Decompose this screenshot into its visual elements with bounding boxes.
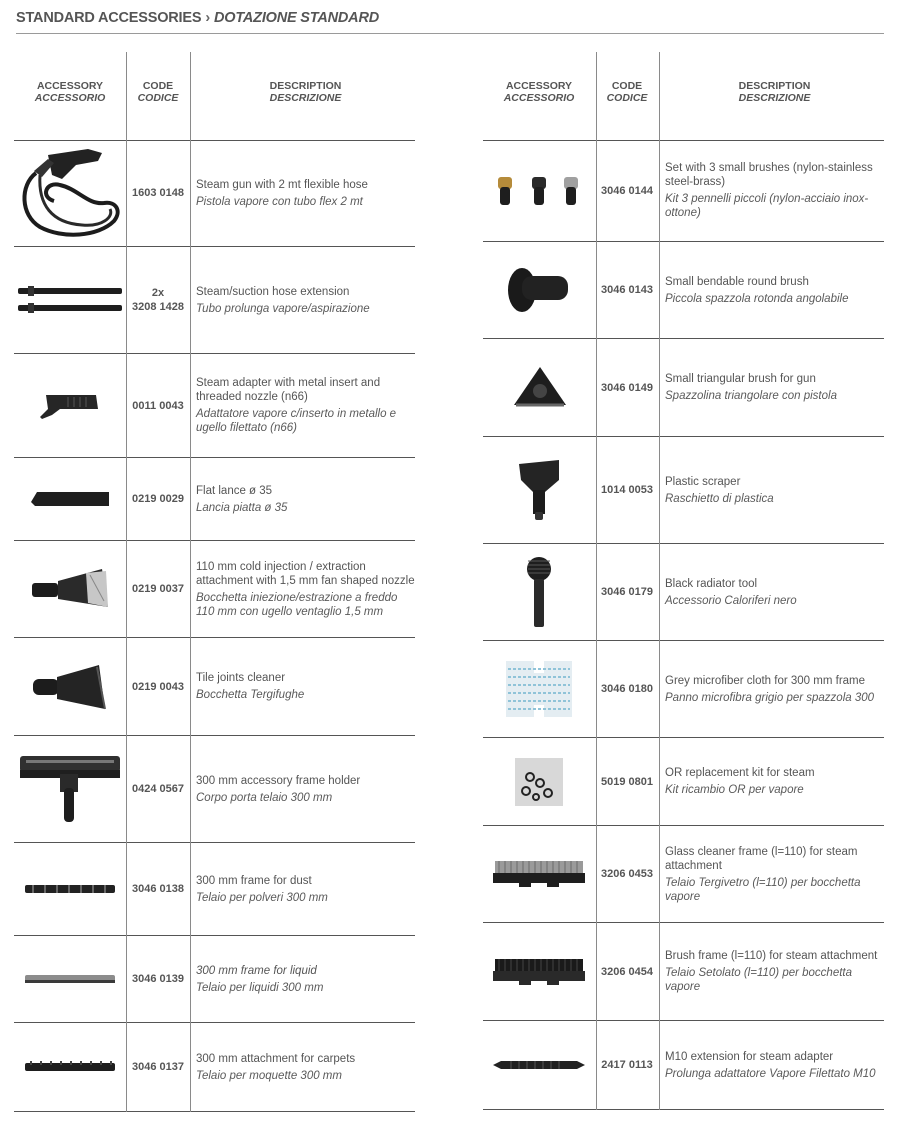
item-code: 0219 0029 bbox=[132, 493, 184, 505]
description-it: Kit ricambio OR per vapore bbox=[665, 784, 804, 796]
plastic-scraper-icon bbox=[483, 437, 595, 543]
table-row bbox=[483, 437, 884, 544]
item-code: 3206 0454 bbox=[601, 965, 653, 978]
injection-nozzle-icon bbox=[14, 541, 126, 637]
header-code bbox=[595, 80, 659, 104]
header-accessory bbox=[14, 80, 126, 104]
table-header bbox=[483, 52, 884, 141]
item-code: 0011 0043 bbox=[132, 399, 184, 412]
title-rule bbox=[16, 33, 884, 34]
table-row bbox=[483, 738, 884, 826]
column-divider bbox=[126, 52, 127, 1112]
table-row bbox=[483, 242, 884, 339]
description-it: Bocchetta iniezione/estrazione a freddo 110 mm con ugello ventaglio 1,5 mm bbox=[196, 591, 398, 618]
description-it: Telaio per polveri 300 mm bbox=[196, 891, 328, 904]
item-description bbox=[196, 354, 415, 457]
frame-holder-icon bbox=[14, 736, 126, 842]
round-brush-icon bbox=[483, 242, 595, 338]
triangular-brush-icon bbox=[483, 339, 595, 436]
description-en: Tile joints cleaner bbox=[196, 672, 286, 684]
description-en: Small bendable round brush bbox=[665, 275, 809, 288]
tile-joints-cleaner-icon bbox=[14, 638, 126, 735]
header-description-en: DESCRIPTION bbox=[269, 80, 342, 92]
item-description bbox=[665, 1021, 884, 1109]
table-row bbox=[14, 541, 415, 638]
description-it: Raschietto di plastica bbox=[665, 492, 774, 505]
table-row bbox=[14, 736, 415, 843]
item-description bbox=[196, 638, 415, 735]
left-accessories-table bbox=[14, 52, 415, 1112]
table-row bbox=[14, 1023, 415, 1112]
header-accessory-en: ACCESSORY bbox=[505, 80, 573, 92]
description-en: Steam adapter with metal insert and threaded nozzle (n66) bbox=[196, 377, 381, 403]
table-row bbox=[14, 354, 415, 458]
item-description bbox=[196, 1023, 415, 1111]
carpet-frame-icon bbox=[14, 1023, 126, 1111]
item-code: 3046 0144 bbox=[601, 184, 653, 197]
table-row bbox=[483, 1021, 884, 1110]
item-description bbox=[665, 641, 884, 737]
header-description bbox=[665, 80, 884, 104]
description-it: Panno microfibra grigio per spazzola 300 bbox=[665, 691, 875, 704]
item-code: 2417 0113 bbox=[601, 1059, 653, 1071]
item-code: 5019 0801 bbox=[601, 775, 653, 788]
description-en: Black radiator tool bbox=[665, 577, 758, 590]
description-it: Telaio per liquidi 300 mm bbox=[196, 981, 324, 994]
header-accessory-it: ACCESSORIO bbox=[503, 92, 575, 104]
item-code: 0219 0037 bbox=[132, 583, 184, 595]
title-it: DOTAZIONE STANDARD bbox=[213, 10, 379, 26]
description-it: Adattatore vapore c/inserto in metallo e ugello filettato (n66) bbox=[196, 408, 397, 434]
item-description bbox=[196, 843, 415, 935]
item-code: 2x 3208 1428 bbox=[132, 287, 184, 313]
item-description bbox=[665, 339, 884, 436]
item-code: 1603 0148 bbox=[132, 187, 184, 199]
table-row bbox=[483, 544, 884, 641]
table-header bbox=[14, 52, 415, 141]
description-it: Prolunga adattatore Vapore Filettato M10 bbox=[665, 1067, 876, 1080]
description-it: Telaio Tergivetro (l=110) per bocchetta vapore bbox=[665, 876, 861, 903]
item-code: 3206 0453 bbox=[601, 868, 653, 880]
item-code: 0219 0043 bbox=[132, 680, 184, 693]
table-row bbox=[483, 641, 884, 738]
description-it: Telaio per moquette 300 mm bbox=[196, 1069, 342, 1082]
item-code: 0424 0567 bbox=[132, 783, 184, 795]
item-description bbox=[665, 544, 884, 640]
column-divider bbox=[190, 52, 191, 1112]
header-code-en: CODE bbox=[611, 80, 643, 92]
item-code: 3046 0180 bbox=[601, 683, 653, 695]
table-row bbox=[483, 140, 884, 242]
item-code: 3046 0149 bbox=[601, 381, 653, 394]
flat-lance-icon bbox=[14, 458, 126, 540]
header-accessory-en: ACCESSORY bbox=[36, 80, 104, 92]
header-description-en: DESCRIPTION bbox=[738, 80, 811, 92]
description-en: Glass cleaner frame (l=110) for steam attachment bbox=[665, 845, 858, 872]
item-description bbox=[196, 936, 415, 1022]
microfiber-cloth-icon bbox=[483, 641, 595, 737]
description-it: Spazzolina triangolare con pistola bbox=[665, 390, 837, 402]
header-description bbox=[196, 80, 415, 104]
table-row bbox=[483, 826, 884, 923]
description-en: Steam/suction hose extension bbox=[196, 285, 350, 298]
item-description bbox=[665, 826, 884, 922]
page-title bbox=[16, 10, 379, 26]
glass-cleaner-frame-icon bbox=[483, 826, 595, 922]
right-accessories-table bbox=[483, 52, 884, 1110]
description-en: Small triangular brush for gun bbox=[665, 373, 816, 385]
brush-frame-icon bbox=[483, 923, 595, 1020]
header-code-it: CODICE bbox=[137, 92, 179, 104]
item-description bbox=[196, 541, 415, 637]
item-description bbox=[665, 242, 884, 338]
description-it: Lancia piatta ø 35 bbox=[196, 501, 288, 514]
hose-extension-icon bbox=[14, 247, 126, 353]
item-description bbox=[665, 738, 884, 825]
header-code-it: CODICE bbox=[606, 92, 648, 104]
description-it: Bocchetta Tergifughe bbox=[196, 689, 305, 701]
description-it: Piccola spazzola rotonda angolabile bbox=[665, 292, 849, 305]
description-en: 300 mm attachment for carpets bbox=[196, 1052, 356, 1065]
description-en: M10 extension for steam adapter bbox=[665, 1050, 834, 1063]
table-row bbox=[14, 247, 415, 354]
item-description bbox=[196, 140, 415, 246]
item-description bbox=[665, 140, 884, 241]
column-divider bbox=[596, 52, 597, 1110]
description-it: Pistola vapore con tubo flex 2 mt bbox=[196, 195, 363, 208]
description-en: 110 mm cold injection / extraction attachment with 1,5 mm fan shaped nozzle bbox=[196, 560, 415, 587]
title-separator: › bbox=[205, 10, 210, 26]
description-en: Brush frame (l=110) for steam attachment bbox=[665, 950, 878, 962]
item-code: 3046 0179 bbox=[601, 586, 653, 598]
small-brushes-icon bbox=[483, 140, 595, 241]
description-it: Kit 3 pennelli piccoli (nylon-acciaio inox-ottone) bbox=[665, 193, 869, 219]
description-en: Plastic scraper bbox=[665, 475, 741, 488]
item-code: 3046 0137 bbox=[132, 1061, 184, 1073]
header-code bbox=[126, 80, 190, 104]
description-en: OR replacement kit for steam bbox=[665, 767, 815, 779]
header-description-it: DESCRIZIONE bbox=[738, 92, 811, 104]
table-row bbox=[14, 458, 415, 541]
header-code-en: CODE bbox=[142, 80, 174, 92]
description-en: Set with 3 small brushes (nylon-stainless steel-brass) bbox=[665, 162, 873, 188]
table-row bbox=[14, 843, 415, 936]
m10-extension-icon bbox=[483, 1021, 595, 1109]
steam-adapter-icon bbox=[14, 354, 126, 457]
steam-gun-hose-icon bbox=[14, 140, 126, 246]
radiator-tool-icon bbox=[483, 544, 595, 640]
item-code: 3046 0143 bbox=[601, 284, 653, 296]
item-description bbox=[196, 458, 415, 540]
header-accessory bbox=[483, 80, 595, 104]
column-divider bbox=[659, 52, 660, 1110]
description-en: Steam gun with 2 mt flexible hose bbox=[196, 178, 368, 191]
description-en: 300 mm frame for dust bbox=[196, 874, 312, 887]
description-en: 300 mm frame for liquid bbox=[196, 964, 317, 977]
description-it: Accessorio Caloriferi nero bbox=[665, 594, 797, 607]
table-row bbox=[14, 936, 415, 1023]
header-accessory-it: ACCESSORIO bbox=[34, 92, 106, 104]
or-kit-icon bbox=[483, 738, 595, 825]
table-row bbox=[14, 638, 415, 736]
item-description bbox=[196, 247, 415, 353]
item-code: 3046 0138 bbox=[132, 883, 184, 895]
item-code: 3046 0139 bbox=[132, 973, 184, 985]
item-description bbox=[665, 923, 884, 1020]
header-description-it: DESCRIZIONE bbox=[269, 92, 342, 104]
item-description bbox=[665, 437, 884, 543]
description-en: 300 mm accessory frame holder bbox=[196, 774, 361, 787]
item-description bbox=[196, 736, 415, 842]
table-row bbox=[483, 339, 884, 437]
table-row bbox=[14, 140, 415, 247]
liquid-frame-icon bbox=[14, 936, 126, 1022]
description-it: Telaio Setolato (l=110) per bocchetta vapore bbox=[665, 967, 852, 993]
title-en: STANDARD ACCESSORIES bbox=[16, 10, 202, 26]
table-row bbox=[483, 923, 884, 1021]
description-en: Grey microfiber cloth for 300 mm frame bbox=[665, 674, 866, 687]
description-it: Corpo porta telaio 300 mm bbox=[196, 791, 333, 804]
item-code: 1014 0053 bbox=[601, 484, 653, 496]
description-it: Tubo prolunga vapore/aspirazione bbox=[196, 302, 370, 315]
dust-frame-icon bbox=[14, 843, 126, 935]
description-en: Flat lance ø 35 bbox=[196, 484, 273, 497]
